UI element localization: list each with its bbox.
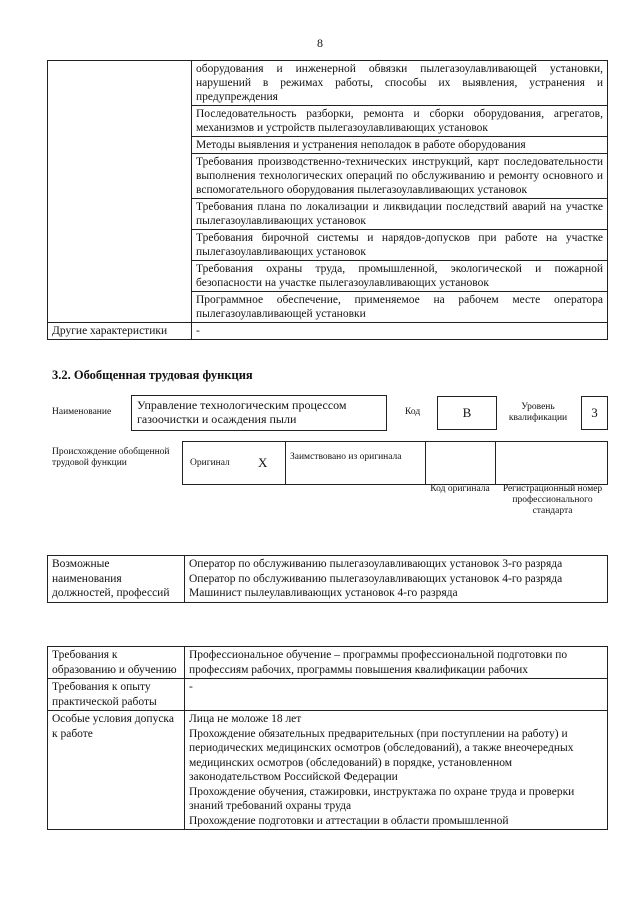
positions-table — [47, 555, 608, 603]
knowledge-item: Требования производственно-технических инструкций, карт последовательности выполнения технологических операций по обслуживанию и ремонту основного и вспомогательного оборудования пылегазоулавливающих установок — [192, 154, 608, 199]
education-value: Профессиональное обучение – программы профессиональной подготовки по профессиям рабочих, программы повышения квалификации рабочих — [185, 647, 608, 679]
page-number: 8 — [317, 36, 323, 50]
requirements-table — [47, 646, 608, 830]
special-condition-item: Прохождение обучения, стажировки, инструктажа по охране труда и проверки знаний требований охраны труда — [189, 785, 575, 812]
knowledge-item: Программное обеспечение, применяемое на рабочем месте оператора пылегазоулавливающей установки — [192, 292, 608, 323]
original-label: Оригинал — [190, 458, 230, 468]
other-characteristics-value: - — [192, 323, 608, 340]
empty-label-cell — [48, 61, 192, 323]
code-value: В — [437, 396, 497, 430]
knowledge-item: Методы выявления и устранения неполадок в работе оборудования — [192, 137, 608, 154]
knowledge-item: Требования плана по локализации и ликвидации последствий аварий на участке пылегазоулавливающих установок — [192, 199, 608, 230]
special-condition-item: Прохождение обязательных предварительных (при поступлении на работу) и периодических медицинских осмотров (обследований), а также внеочередных медицинских осмотров (обследований) в порядке, установленном законодательством Российской Федерации — [189, 727, 574, 783]
section-title: 3.2. Обобщенная трудовая функция — [52, 368, 253, 382]
special-conditions-label: Особые условия допуска к работе — [48, 711, 185, 830]
origin-box — [182, 441, 608, 485]
other-characteristics-label: Другие характеристики — [48, 323, 192, 340]
education-label: Требования к образованию и обучению — [48, 647, 185, 679]
positions-label: Возможные наименования должностей, профессий — [48, 556, 185, 603]
name-value: Управление технологическим процессом газоочистки и осаждения пыли — [131, 395, 387, 431]
special-conditions-values — [185, 711, 608, 830]
knowledge-item: оборудования и инженерной обвязки пылегазоулавливающей установки, нарушений в режимах работы, способы их выявления, устранения и предупреждения — [192, 61, 608, 106]
experience-value: - — [185, 679, 608, 711]
position-item: Машинист пылеулавливающих установок 4-го разряда — [189, 587, 458, 599]
original-mark: Х — [258, 455, 268, 470]
knowledge-table — [47, 60, 608, 340]
knowledge-item: Требования бирочной системы и нарядов-допусков при работе на участке пылегазоулавливающих установок — [192, 230, 608, 261]
reg-number-caption: Регистрационный номер профессионального стандарта — [502, 484, 603, 516]
borrowed-label: Заимствовано из оригинала — [290, 452, 402, 462]
name-label: Наименование — [52, 407, 112, 417]
knowledge-item: Последовательность разборки, ремонта и сборки оборудования, агрегатов, механизмов и устройств пылегазоулавливающих установок — [192, 106, 608, 137]
position-item: Оператор по обслуживанию пылегазоулавливающих установок 4-го разряда — [189, 572, 563, 585]
code-original-caption: Код оригинала — [430, 484, 490, 494]
level-label: Уровень квалификации — [508, 402, 568, 423]
special-condition-item: Прохождение подготовки и аттестации в области промышленной — [189, 814, 509, 827]
knowledge-item: Требования охраны труда, промышленной, экологической и пожарной безопасности на участке пылегазоулавливающих установок — [192, 261, 608, 292]
position-item: Оператор по обслуживанию пылегазоулавливающих установок 3-го разряда — [189, 558, 563, 570]
experience-label: Требования к опыту практической работы — [48, 679, 185, 711]
special-condition-item: Лица не моложе 18 лет — [189, 713, 302, 725]
code-label: Код — [405, 407, 421, 417]
positions-values — [185, 556, 608, 603]
origin-label: Происхождение обобщенной трудовой функции — [52, 447, 170, 468]
level-value: 3 — [581, 396, 608, 430]
